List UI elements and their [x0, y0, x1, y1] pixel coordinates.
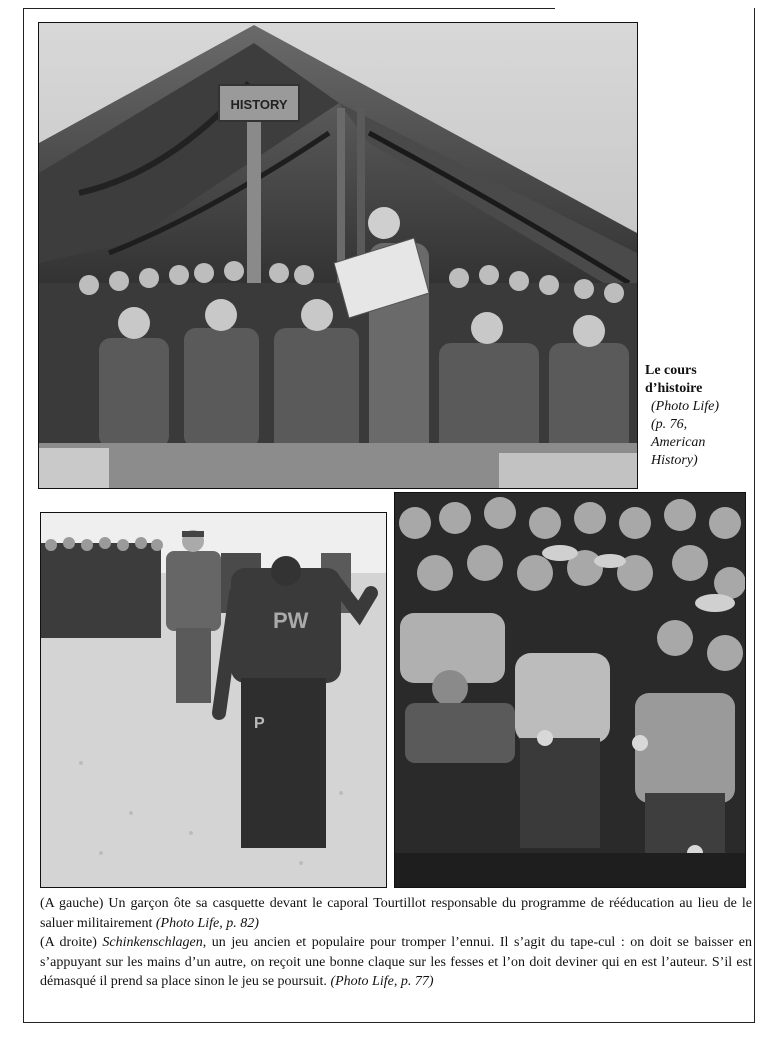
- caption-right-term: Schinkenschlagen: [102, 935, 203, 950]
- caption-left-text: (A gauche) Un garçon ôte sa casquette devant le caporal Tourtillot responsable du programme de rééducation au lieu de le saluer militairement: [40, 896, 752, 931]
- caption-right-text: , un jeu ancien et populaire pour tromper l’ennui. Il s’agit du tape-cul : on doit se baisser en s’appuyant sur les mains d’un autre, on reçoit une bonne claque sur les fesses et l’on doit deviner qui en est l’auteur. S’il est démasqué il prend sa place sinon le jeu se poursuit.: [40, 935, 752, 989]
- photo-boy-and-corporal-image: [41, 513, 386, 887]
- trouser-letter: P: [254, 715, 265, 732]
- tent-sign-text: HISTORY: [230, 97, 288, 112]
- shirt-letters: PW: [273, 608, 309, 633]
- bottom-caption: [40, 894, 752, 992]
- photo-schinkenschlagen-game: [394, 492, 746, 888]
- page-frame-top: [23, 8, 555, 9]
- photo-boy-and-corporal: [40, 512, 387, 888]
- caption-left-photo: [40, 894, 752, 933]
- history-caption-title-2: d’histoire: [645, 381, 703, 396]
- caption-right-prefix: (A droite): [40, 935, 103, 950]
- photo-schinkenschlagen-image: [395, 493, 745, 887]
- caption-right-photo: [40, 933, 752, 992]
- history-class-caption: [645, 362, 755, 470]
- caption-right-source: (Photo Life, p. 77): [330, 974, 434, 989]
- photo-history-class-image: [39, 23, 637, 488]
- photo-history-class: [38, 22, 638, 489]
- history-caption-source-2: (p. 76,: [651, 417, 688, 432]
- history-caption-title-1: Le cours: [645, 363, 697, 378]
- caption-left-source: (Photo Life, p. 82): [155, 915, 259, 931]
- history-caption-source-4: History): [651, 453, 698, 468]
- history-caption-source-1: (Photo Life): [651, 399, 720, 414]
- history-caption-source-3: American: [651, 435, 706, 450]
